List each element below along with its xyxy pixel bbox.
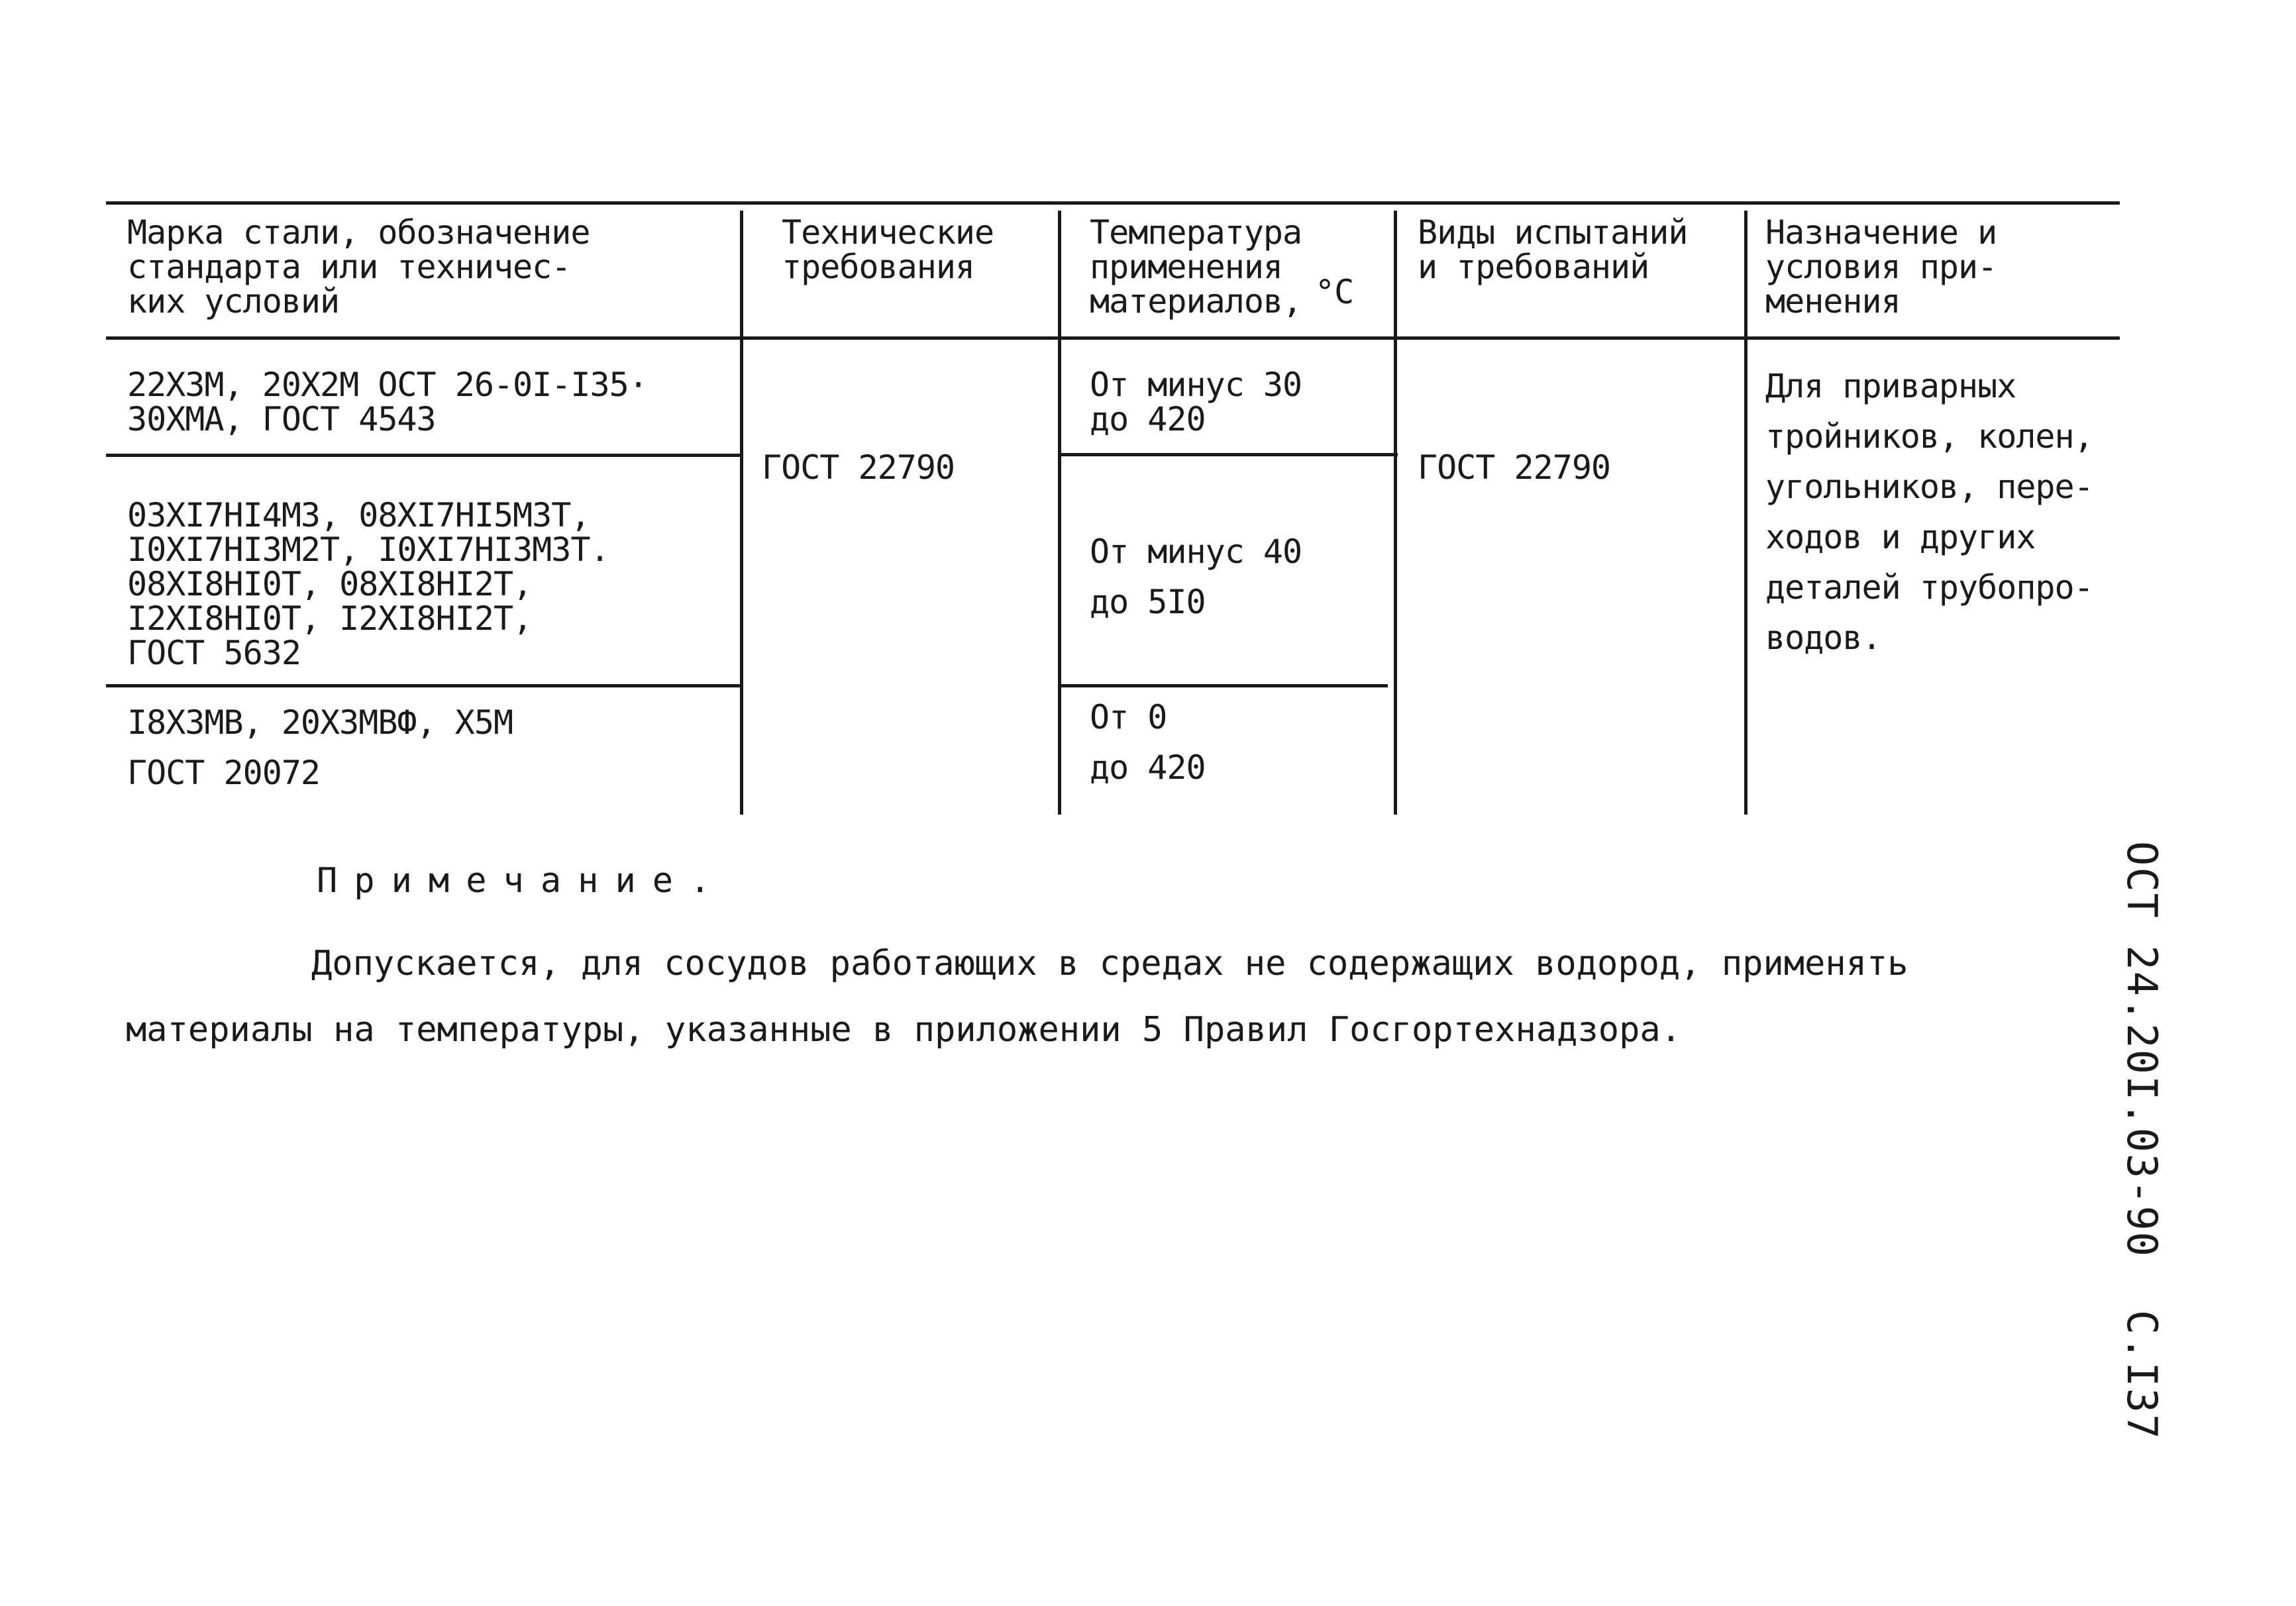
header-steel-grade: Марка стали, обозначение стандарта или техничес- ких условий	[127, 213, 590, 321]
row2-steel-grade: 03ХI7НI4М3, 08ХI7НI5М3Т, I0ХI7НI3М2Т, I0ХI7НI3М3Т. 08ХI8НI0Т, 08ХI8НI2Т, I2ХI8НI0Т, I2ХI8НI2Т, ГОСТ 5632	[127, 496, 609, 672]
table-top-rule	[106, 201, 2120, 205]
row1-divider-temp	[1060, 453, 1398, 456]
row2-divider-temp	[1060, 684, 1388, 687]
header-purpose: Назначение и условия при- менения	[1765, 213, 1997, 321]
col-divider-3	[1394, 211, 1397, 815]
header-technical-requirements: Технические требования	[782, 213, 994, 286]
row1-temperature: От минус 30 до 420	[1090, 366, 1302, 438]
header-test-types: Виды испытаний и требований	[1418, 213, 1688, 286]
row2-divider-steel	[106, 684, 742, 687]
note-line-2: материалы на температуры, указанные в приложении 5 Правил Госгортехнадзора.	[126, 1010, 1681, 1050]
row1-steel-grade: 22Х3М, 20Х2М ОСТ 26-0I-I35· 30ХМА, ГОСТ 4543	[127, 366, 648, 438]
technical-requirements-value: ГОСТ 22790	[762, 448, 955, 487]
row1-divider-steel	[106, 454, 742, 457]
col-divider-4	[1744, 211, 1748, 815]
note-title: Примечание.	[317, 861, 727, 901]
row3-temperature: От 0 до 420	[1090, 698, 1206, 787]
row3-steel-grade: I8Х3МВ, 20Х3МВФ, Х5М ГОСТ 20072	[127, 703, 513, 792]
document-code: ОСТ 24.20I.03-90 С.I37	[2118, 841, 2166, 1440]
purpose-value: Для приварных тройников, колен, угольников, пере- ходов и других деталей трубопро- водов.	[1765, 367, 2093, 657]
header-temperature-unit: °C	[1315, 273, 1354, 311]
header-bottom-rule	[106, 336, 2120, 340]
header-temperature: Температура применения материалов,	[1090, 213, 1302, 321]
test-types-value: ГОСТ 22790	[1418, 448, 1611, 487]
note-line-1: Допускается, для сосудов работающих в средах не содержащих водород, применять	[311, 944, 1908, 983]
row2-temperature: От минус 40 до 5I0	[1090, 532, 1302, 621]
col-divider-1	[740, 211, 743, 815]
col-divider-2	[1058, 211, 1061, 815]
